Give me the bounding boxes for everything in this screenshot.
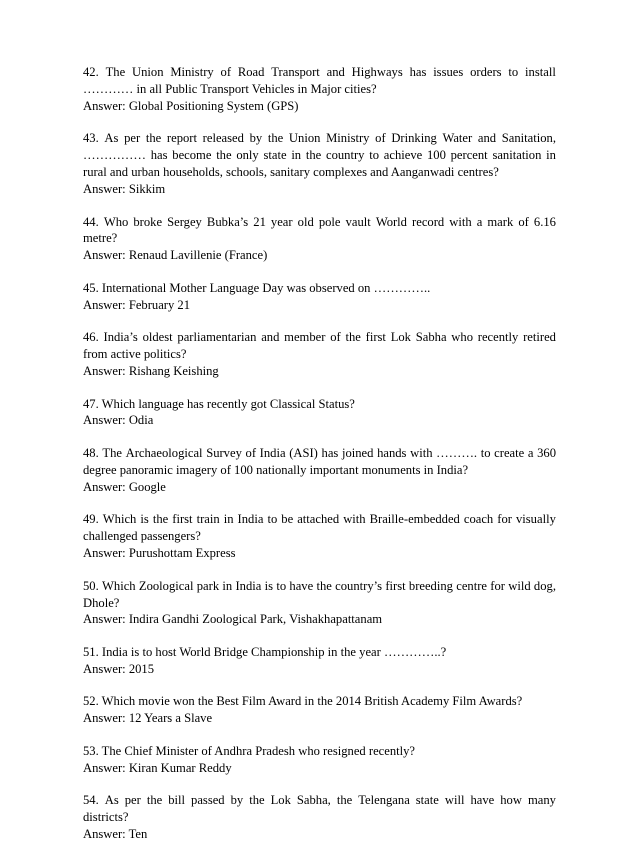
word: old — [297, 214, 314, 229]
word: the — [336, 793, 353, 808]
word: joined — [341, 445, 374, 460]
question-line: districts? — [83, 810, 129, 825]
word: with — [410, 445, 433, 460]
word: has — [150, 148, 168, 163]
word: install — [525, 65, 556, 79]
word: to — [480, 445, 491, 460]
question-line: Dhole? — [83, 595, 120, 610]
word: in — [222, 578, 233, 593]
word: 360 — [537, 445, 556, 460]
word: 44. — [83, 214, 99, 229]
word: released — [202, 131, 244, 146]
word: and — [477, 131, 497, 146]
question-line — [83, 130, 556, 147]
question-line: from active politics? — [83, 347, 187, 362]
word: Transport — [271, 65, 320, 79]
word: As — [104, 131, 119, 146]
word: become — [172, 148, 212, 163]
word: many — [527, 793, 556, 808]
word: have — [470, 793, 495, 808]
word: broke — [133, 214, 163, 229]
question-block — [83, 743, 556, 777]
word: hands — [377, 445, 407, 460]
answer-line: Answer: Odia — [83, 413, 154, 428]
word: 49. — [83, 512, 99, 527]
word: for — [497, 512, 512, 527]
word: with — [343, 512, 366, 527]
answer-line: Answer: Renaud Lavillenie (France) — [83, 248, 268, 263]
answer-line: Answer: 12 Years a Slave — [83, 711, 213, 726]
word: train — [196, 512, 220, 527]
word: Sanitation, — [501, 131, 556, 146]
word: only — [236, 148, 259, 163]
word: to — [369, 148, 380, 163]
answer-line: Answer: 2015 — [83, 661, 155, 676]
word: Lok — [270, 793, 291, 808]
word: India’s — [103, 330, 138, 345]
word: year — [270, 214, 293, 229]
word: retired — [523, 330, 556, 345]
word: pole — [318, 214, 341, 229]
word: 6.16 — [533, 214, 556, 229]
word: the — [216, 148, 232, 163]
word: the — [316, 578, 332, 593]
word: Sergey — [167, 214, 202, 229]
question-line: challenged passengers? — [83, 529, 201, 544]
word: vault — [345, 214, 371, 229]
word: and — [261, 330, 280, 345]
word: breeding — [408, 578, 453, 593]
word: Ministry — [326, 131, 370, 146]
question-line — [83, 445, 556, 462]
word: attached — [297, 512, 340, 527]
question-line: rural and urban households, schools, sanitary complexes and Aanganwadi centres? — [83, 165, 499, 180]
question-line — [83, 329, 556, 346]
word: Braille-embedded — [369, 512, 460, 527]
question-line — [83, 214, 556, 231]
word: the — [145, 131, 162, 146]
word: record — [412, 214, 445, 229]
word: wild — [508, 578, 531, 593]
question-block — [83, 445, 556, 496]
word: percent — [450, 148, 488, 163]
word: to — [276, 578, 287, 593]
question-line: 45. International Mother Language Day was observed on ………….. — [83, 280, 431, 295]
word: India — [259, 445, 286, 460]
word: first — [385, 578, 406, 593]
word: Road — [237, 65, 265, 79]
question-line: 53. The Chief Minister of Andhra Pradesh who resigned recently? — [83, 743, 416, 758]
word: …………… — [83, 148, 146, 163]
question-block — [83, 644, 556, 678]
word: for — [490, 578, 505, 593]
word: Lok — [390, 330, 411, 345]
answer-line: Answer: Global Positioning System (GPS) — [83, 98, 299, 113]
word: 54. — [83, 793, 99, 808]
word: country — [326, 148, 365, 163]
question-block — [83, 280, 556, 314]
word: coach — [463, 512, 494, 527]
word: Sabha, — [296, 793, 331, 808]
word: mark — [487, 214, 514, 229]
word: centre — [456, 578, 487, 593]
word: 43. — [83, 131, 99, 146]
word: Union — [132, 65, 164, 79]
word: the — [267, 131, 284, 146]
word: in — [223, 512, 234, 527]
word: World — [375, 214, 407, 229]
word: Survey — [206, 445, 242, 460]
answer-line: Answer: Google — [83, 479, 166, 494]
answer-line: Answer: Ten — [83, 826, 148, 841]
word: dog, — [533, 578, 556, 593]
word: Zoological — [138, 578, 194, 593]
word: the — [305, 148, 322, 163]
question-block — [83, 329, 556, 380]
word: Who — [103, 214, 129, 229]
word: Sabha — [415, 330, 447, 345]
question-line — [83, 792, 556, 809]
word: country’s — [335, 578, 383, 593]
word: has — [409, 65, 427, 79]
word: be — [281, 512, 294, 527]
word: park — [196, 578, 220, 593]
word: passed — [191, 793, 225, 808]
word: report — [166, 131, 197, 146]
word: Telengana — [358, 793, 410, 808]
word: first — [365, 330, 386, 345]
answer-line: Answer: Sikkim — [83, 182, 166, 197]
word: per — [124, 131, 141, 146]
question-block — [83, 792, 556, 843]
word: state — [263, 148, 287, 163]
word: have — [289, 578, 314, 593]
question-line — [83, 64, 556, 81]
word: 50. — [83, 578, 99, 593]
question-line: 52. Which movie won the Best Film Award in the 2014 British Academy Film Awards? — [83, 694, 523, 709]
answer-line: Answer: February 21 — [83, 297, 191, 312]
word: in — [291, 148, 302, 163]
word: is — [140, 512, 149, 527]
word: ………. — [436, 445, 478, 460]
word: create — [494, 445, 525, 460]
word: Archaeological — [125, 445, 203, 460]
word: oldest — [142, 330, 173, 345]
question-line — [83, 147, 556, 164]
word: in — [546, 148, 556, 163]
word: achieve — [383, 148, 423, 163]
question-line: degree panoramic imagery of 100 nationally important monuments in India? — [83, 462, 469, 477]
word: 42. — [83, 65, 99, 79]
word: to — [267, 512, 278, 527]
word: issues — [433, 65, 464, 79]
answer-line: Answer: Rishang Keishing — [83, 364, 219, 379]
word: the — [152, 512, 169, 527]
word: member — [284, 330, 326, 345]
word: 48. — [83, 445, 99, 460]
word: to — [508, 65, 519, 79]
word: of — [330, 330, 341, 345]
answer-line: Answer: Purushottam Express — [83, 546, 236, 561]
question-block — [83, 511, 556, 562]
word: the — [345, 330, 361, 345]
question-block — [83, 396, 556, 430]
word: Drinking — [391, 131, 437, 146]
question-line: metre? — [83, 231, 118, 246]
word: Bubka’s — [206, 214, 249, 229]
word: Ministry — [170, 65, 214, 79]
word: sanitation — [492, 148, 542, 163]
word: has — [321, 445, 339, 460]
word: of — [518, 214, 529, 229]
word: Union — [288, 131, 321, 146]
word: state — [415, 793, 439, 808]
question-block — [83, 130, 556, 198]
word: of — [375, 131, 386, 146]
word: orders — [470, 65, 502, 79]
word: (ASI) — [289, 445, 318, 460]
word: a — [527, 445, 534, 460]
word: parliamentarian — [177, 330, 257, 345]
word: is — [264, 578, 274, 593]
question-line: ………… in all Public Transport Vehicles in Major cities? — [83, 81, 377, 96]
word: 100 — [426, 148, 446, 163]
document-page — [83, 64, 556, 858]
word: Which — [102, 512, 137, 527]
word: the — [146, 793, 163, 808]
word: Highways — [351, 65, 403, 79]
answer-line: Answer: Kiran Kumar Reddy — [83, 760, 232, 775]
word: Which — [102, 578, 136, 593]
word: The — [102, 445, 122, 460]
word: recently — [477, 330, 519, 345]
question-block — [83, 64, 556, 115]
question-line — [83, 578, 556, 595]
question-block — [83, 214, 556, 265]
word: visually — [515, 512, 556, 527]
word: the — [249, 793, 265, 808]
word: of — [220, 65, 232, 79]
word: Water — [442, 131, 473, 146]
word: and — [326, 65, 345, 79]
word: will — [444, 793, 465, 808]
word: 21 — [253, 214, 266, 229]
question-block — [83, 693, 556, 727]
question-block — [83, 578, 556, 629]
word: with — [449, 214, 472, 229]
word: by — [230, 793, 244, 808]
word: India — [237, 512, 264, 527]
word: bill — [168, 793, 186, 808]
word: first — [172, 512, 193, 527]
question-line — [83, 511, 556, 528]
word: by — [249, 131, 263, 146]
word: As — [104, 793, 119, 808]
answer-line: Answer: Indira Gandhi Zoological Park, Vishakhapattanam — [83, 612, 383, 627]
word: The — [105, 65, 126, 79]
word: 46. — [83, 330, 99, 345]
question-line: 51. India is to host World Bridge Championship in the year …………..? — [83, 644, 447, 659]
word: per — [124, 793, 141, 808]
word: India — [235, 578, 262, 593]
word: how — [500, 793, 522, 808]
word: who — [451, 330, 473, 345]
question-line: 47. Which language has recently got Classical Status? — [83, 396, 355, 411]
word: a — [476, 214, 483, 229]
word: of — [245, 445, 257, 460]
